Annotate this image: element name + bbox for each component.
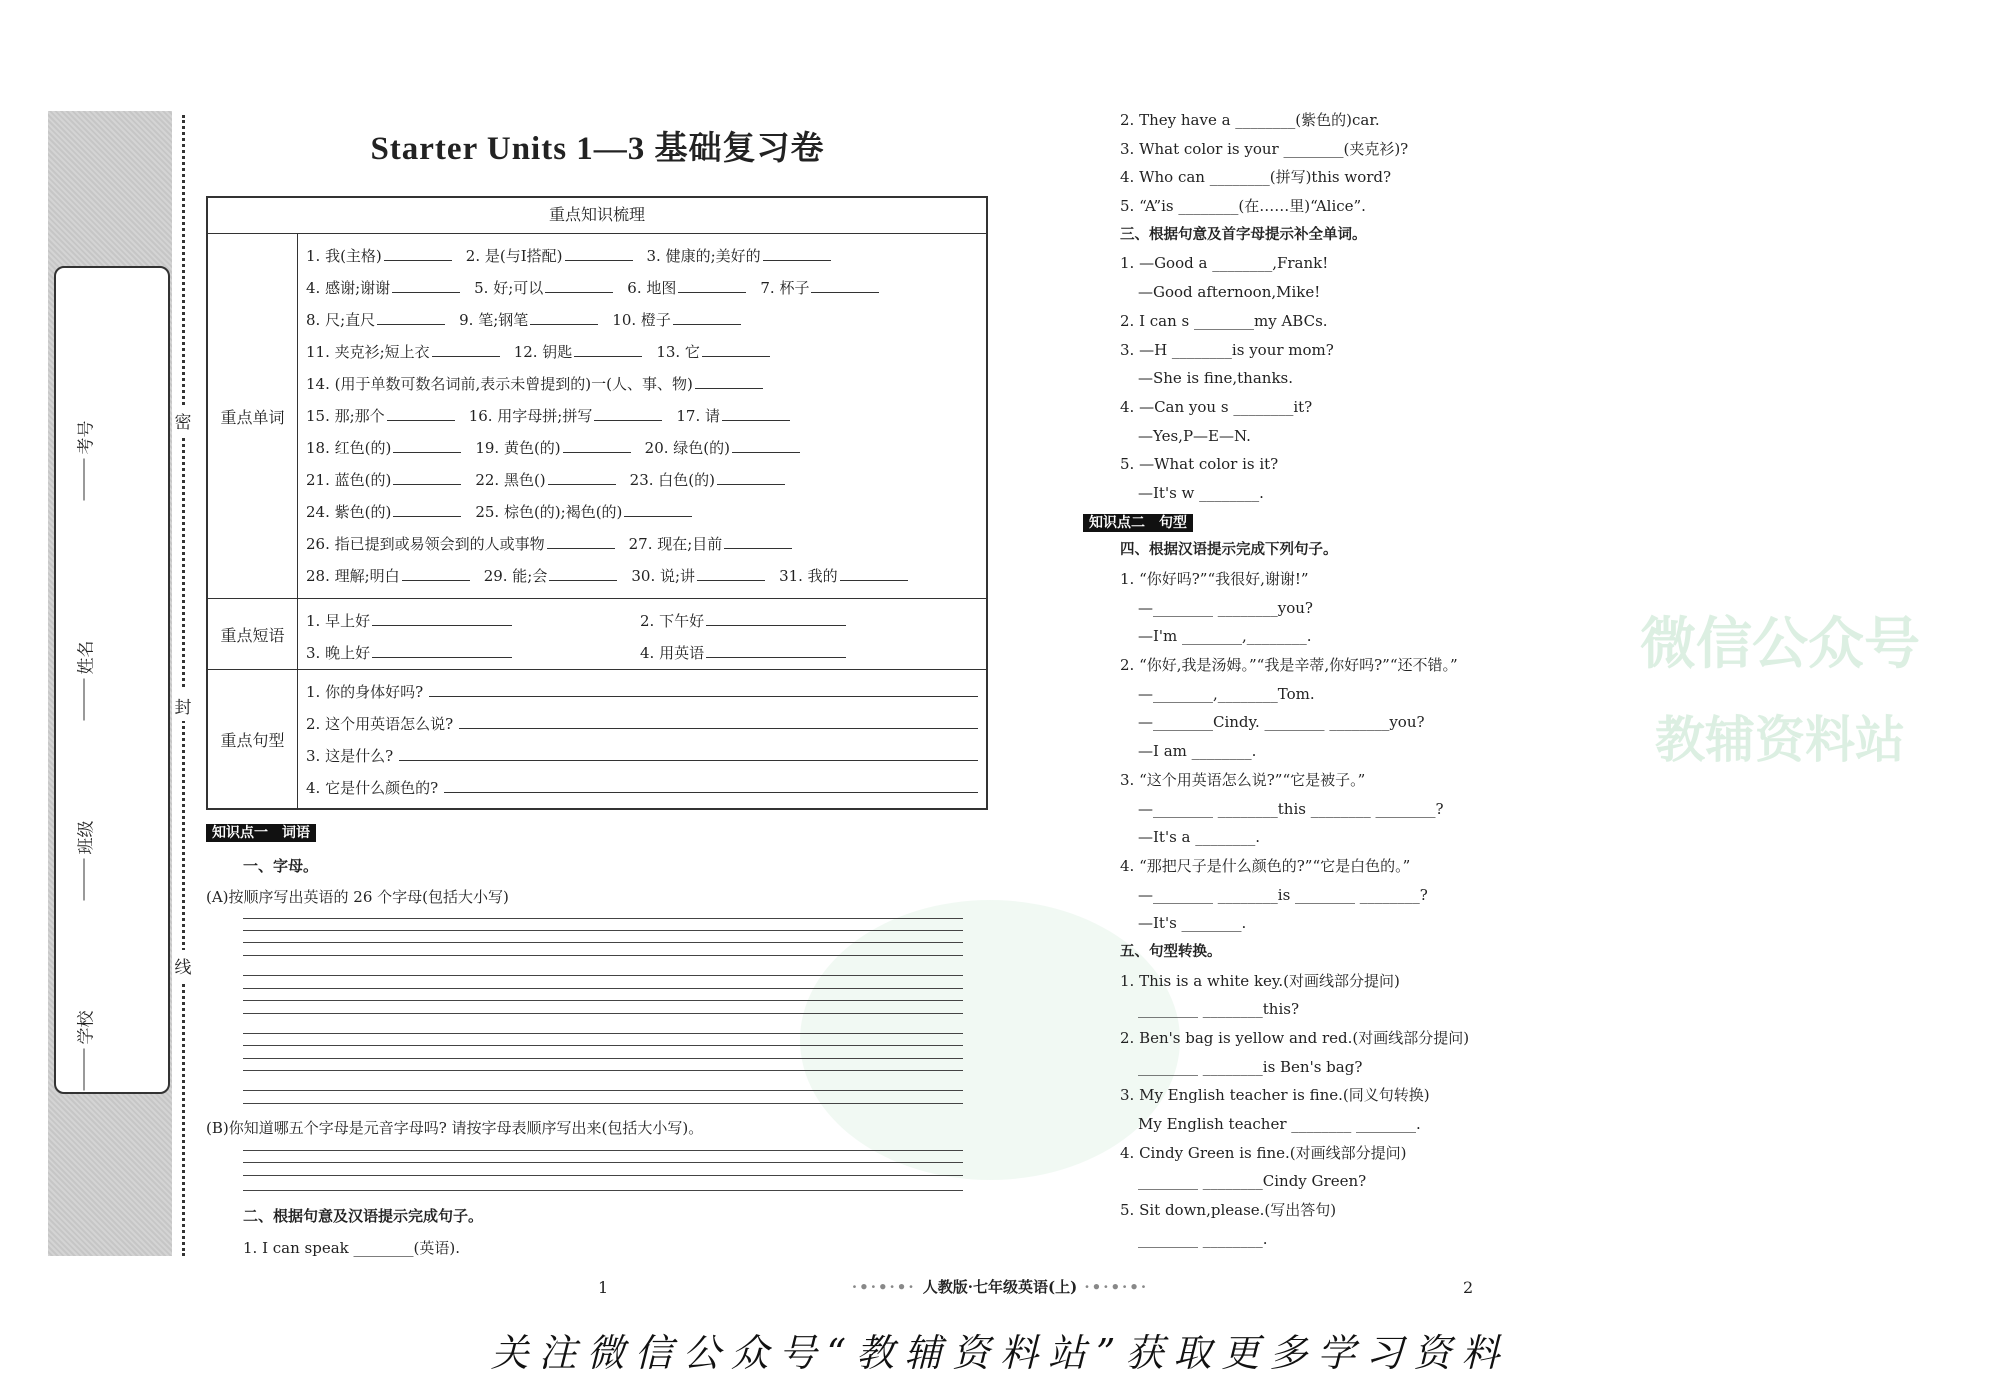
word-line — [306, 304, 986, 336]
question-line — [1083, 1081, 1643, 1110]
word-prompt: 1. 我(主格) — [306, 247, 382, 265]
phrase-item — [306, 637, 626, 669]
question-line — [1083, 192, 1643, 221]
phrases-row — [208, 599, 986, 670]
seal-mark-1: 密 — [173, 405, 193, 436]
question-line — [1083, 163, 1643, 192]
line-text: 4. Who can ________(拼写)this word? — [1120, 168, 1392, 187]
sentence-prompt: 1. 你的身体好吗? — [306, 683, 424, 701]
word-prompt: 19. 黄色(的) — [475, 439, 561, 457]
answer-blank[interactable] — [548, 484, 616, 485]
writing-line[interactable] — [243, 975, 963, 976]
word-item — [484, 560, 618, 592]
question-line — [1083, 651, 1643, 680]
answer-blank[interactable] — [717, 484, 785, 485]
word-item — [306, 464, 461, 496]
word-prompt: 10. 橙子 — [612, 311, 671, 329]
writing-line[interactable] — [243, 988, 963, 989]
word-item — [475, 464, 615, 496]
line-text: 三、根据句意及首字母提示补全单词。 — [1120, 226, 1367, 243]
page-number-right: 2 — [1463, 1278, 1474, 1297]
word-item — [630, 464, 785, 496]
writing-line[interactable] — [243, 1162, 963, 1163]
word-line — [306, 528, 986, 560]
answer-blank[interactable] — [732, 452, 800, 453]
table-header: 重点知识梳理 — [208, 198, 986, 234]
line-text: My English teacher ________ ________. — [1138, 1115, 1421, 1134]
word-item — [466, 240, 633, 272]
answer-blank[interactable] — [384, 260, 452, 261]
word-item — [306, 496, 461, 528]
question-line — [1083, 823, 1643, 852]
line-text: 五、句型转换。 — [1120, 943, 1222, 960]
exam-number-label: 考号 — [76, 420, 97, 455]
answer-blank[interactable] — [722, 420, 790, 421]
section-tag-words: 知识点一 词语 — [206, 824, 316, 842]
word-prompt: 17. 请 — [676, 407, 720, 425]
question-line — [1083, 995, 1643, 1024]
question-line — [1083, 450, 1643, 479]
word-item — [306, 240, 452, 272]
word-prompt: 18. 红色(的) — [306, 439, 392, 457]
answer-blank[interactable] — [392, 292, 460, 293]
word-prompt: 26. 指已提到或易领会到的人或事物 — [306, 535, 545, 553]
answer-blank[interactable] — [547, 548, 615, 549]
line-text: 2. They have a ________(紫色的)car. — [1120, 111, 1380, 129]
answer-blank[interactable] — [594, 420, 662, 421]
answer-blank[interactable] — [811, 292, 879, 293]
footer-text: 人教版·七年级英语(上) — [922, 1278, 1078, 1296]
word-prompt: 12. 钥匙 — [513, 343, 573, 361]
question-1: 1. I can speak ________(英语). — [243, 1239, 460, 1257]
word-item — [631, 560, 765, 592]
line-text: —________ ________is ________ ________? — [1138, 885, 1428, 904]
word-item — [306, 368, 763, 400]
word-item — [656, 336, 770, 368]
sentence-line — [306, 676, 986, 708]
line-text: 3. What color is your ________(夹克衫)? — [1120, 139, 1409, 158]
question-line — [1083, 479, 1643, 508]
word-item — [645, 432, 800, 464]
sentence-line — [306, 708, 986, 740]
line-text: —It's ________. — [1138, 914, 1247, 933]
line-text: ________ ________. — [1138, 1229, 1268, 1248]
line-text: 1. “你好吗?”“我很好,谢谢!” — [1120, 570, 1309, 588]
page-title: Starter Units 1—3 基础复习卷 — [370, 131, 825, 167]
phrase-line — [306, 605, 986, 637]
word-item — [306, 528, 615, 560]
word-item — [474, 272, 613, 304]
question-line — [1083, 364, 1643, 393]
line-text: —________Cindy. ________ ________you? — [1138, 713, 1425, 732]
seal-mark-3: 线 — [173, 950, 193, 981]
line-text: 5. —What color is it? — [1120, 455, 1279, 474]
sentence-prompt: 4. 它是什么颜色的? — [306, 779, 439, 797]
sentences-list — [298, 670, 986, 808]
word-item — [475, 496, 692, 528]
question-line — [1083, 135, 1643, 164]
sentence-prompt: 3. 这是什么? — [306, 747, 394, 765]
question-line — [1083, 565, 1643, 594]
line-text: —________,________Tom. — [1138, 684, 1315, 703]
answer-blank[interactable] — [563, 452, 631, 453]
word-prompt: 11. 夹克衫;短上衣 — [306, 343, 430, 361]
question-line — [1083, 680, 1643, 709]
word-line — [306, 400, 986, 432]
sentences-label: 重点句型 — [208, 670, 298, 808]
answer-blank[interactable] — [402, 580, 470, 581]
class-field[interactable] — [72, 821, 97, 901]
word-item — [627, 272, 746, 304]
line-text: 1. This is a white key.(对画线部分提问) — [1120, 971, 1400, 990]
word-line — [306, 464, 986, 496]
word-prompt: 25. 棕色(的);褐色(的) — [475, 503, 623, 521]
question-line — [1083, 737, 1643, 766]
word-prompt: 3. 健康的;美好的 — [646, 247, 761, 265]
class-label: 班级 — [76, 820, 97, 855]
line-text: —Yes,P—E—N. — [1138, 426, 1251, 445]
words-list — [298, 234, 986, 598]
answer-blank[interactable] — [393, 452, 461, 453]
section-heading — [1083, 221, 1643, 250]
word-prompt: 24. 紫色(的) — [306, 503, 392, 521]
exam-number-field[interactable] — [72, 421, 97, 501]
answer-blank[interactable] — [724, 548, 792, 549]
question-line — [1083, 795, 1643, 824]
answer-blank[interactable] — [706, 625, 846, 626]
word-line — [306, 432, 986, 464]
phrase-item — [640, 605, 960, 637]
sentences-row — [208, 670, 986, 808]
line-text: —________ ________you? — [1138, 598, 1313, 617]
question-line — [1083, 1167, 1643, 1196]
writing-line[interactable] — [243, 930, 963, 931]
page-number-left: 1 — [598, 1278, 609, 1297]
answer-blank[interactable] — [372, 657, 512, 658]
word-item — [475, 432, 630, 464]
word-line — [306, 560, 986, 592]
footer-edition — [830, 1276, 1170, 1297]
word-prompt: 21. 蓝色(的) — [306, 471, 392, 489]
part-b-instruction: (B)你知道哪五个字母是元音字母吗? 请按字母表顺序写出来(包括大小写)。 — [206, 1119, 704, 1137]
word-prompt: 20. 绿色(的) — [644, 439, 730, 457]
answer-blank[interactable] — [702, 356, 770, 357]
answer-blank[interactable] — [763, 260, 831, 261]
words-label: 重点单词 — [208, 234, 298, 598]
word-item — [459, 304, 598, 336]
answer-line[interactable] — [399, 743, 978, 761]
word-line — [306, 240, 986, 272]
line-text: —It's a ________. — [1138, 828, 1261, 847]
word-prompt: 22. 黑色() — [475, 471, 546, 489]
word-item — [760, 272, 879, 304]
dots-decoration: ·•·•·•· — [851, 1278, 923, 1296]
word-item — [306, 304, 445, 336]
writing-line[interactable] — [243, 1175, 963, 1176]
writing-line[interactable] — [243, 1058, 963, 1059]
answer-blank[interactable] — [530, 324, 598, 325]
question-line — [1083, 967, 1643, 996]
answer-blank[interactable] — [565, 260, 633, 261]
word-prompt: 31. 我的 — [779, 567, 838, 585]
question-line — [1083, 278, 1643, 307]
seal-dotted-line — [182, 115, 185, 1256]
line-text: —I am ________. — [1138, 742, 1257, 761]
section-letters: 一、字母。 — [243, 857, 319, 875]
writing-line[interactable] — [243, 942, 963, 943]
question-line — [1083, 766, 1643, 795]
word-line — [306, 496, 986, 528]
question-line — [1083, 249, 1643, 278]
word-prompt: 23. 白色(的) — [629, 471, 715, 489]
word-item — [779, 560, 908, 592]
question-line — [1083, 1110, 1643, 1139]
answer-blank[interactable] — [545, 292, 613, 293]
section-tag-sentences — [1083, 508, 1643, 537]
word-prompt: 16. 用字母拼;拼写 — [468, 407, 593, 425]
word-prompt: 2. 是(与I搭配) — [465, 247, 563, 265]
word-item — [676, 400, 790, 432]
student-info-box — [54, 266, 170, 1094]
word-prompt: 6. 地图 — [627, 279, 677, 297]
handwritten-note: 关注微信公众号“教辅资料站”获取更多学习资料 — [490, 1331, 1510, 1375]
answer-line[interactable] — [459, 711, 978, 729]
writing-line[interactable] — [243, 1000, 963, 1001]
phrase-prompt: 3. 晚上好 — [306, 644, 371, 662]
phrase-item — [306, 605, 626, 637]
sentence-line — [306, 740, 986, 772]
word-item — [469, 400, 663, 432]
answer-blank[interactable] — [372, 625, 512, 626]
question-line — [1083, 1139, 1643, 1168]
word-prompt: 4. 感谢;谢谢 — [306, 279, 391, 297]
question-line — [1083, 1053, 1643, 1082]
answer-blank[interactable] — [549, 580, 617, 581]
word-prompt: 29. 能;会 — [483, 567, 548, 585]
word-item — [514, 336, 643, 368]
answer-blank[interactable] — [840, 580, 908, 581]
word-line — [306, 336, 986, 368]
phrase-prompt: 1. 早上好 — [306, 612, 371, 630]
watermark-text-1: 微信公众号 — [1640, 612, 1920, 677]
phrase-item — [640, 637, 960, 669]
phrases-label: 重点短语 — [208, 599, 298, 669]
line-text: 四、根据汉语提示完成下列句子。 — [1120, 542, 1338, 559]
answer-blank[interactable] — [624, 516, 692, 517]
line-text: ________ ________is Ben's bag? — [1138, 1057, 1363, 1076]
writing-line[interactable] — [243, 1190, 963, 1191]
question-line — [1083, 1225, 1643, 1254]
answer-blank[interactable] — [706, 657, 846, 658]
word-item — [306, 336, 500, 368]
phrases-list — [298, 599, 986, 669]
line-text: ________ ________this? — [1138, 1000, 1299, 1019]
words-row — [208, 234, 986, 599]
question-line — [1083, 393, 1643, 422]
line-text: 2. “你好,我是汤姆。”“我是辛蒂,你好吗?”“还不错。” — [1120, 656, 1458, 675]
writing-line[interactable] — [243, 1150, 963, 1151]
watermark-text-2: 教辅资料站 — [1655, 711, 1905, 769]
answer-line[interactable] — [444, 775, 978, 793]
answer-blank[interactable] — [377, 324, 445, 325]
word-prompt: 28. 理解;明白 — [306, 567, 400, 585]
answer-blank[interactable] — [432, 356, 500, 357]
answer-blank[interactable] — [574, 356, 642, 357]
word-item — [612, 304, 741, 336]
word-item — [306, 272, 460, 304]
writing-line[interactable] — [243, 1090, 963, 1091]
word-prompt: 30. 说;讲 — [631, 567, 696, 585]
line-text: 3. “这个用英语怎么说?”“它是被子。” — [1120, 770, 1366, 789]
question-line — [1083, 336, 1643, 365]
question-line — [1083, 422, 1643, 451]
question-line — [1083, 708, 1643, 737]
writing-line[interactable] — [243, 918, 963, 919]
word-line — [306, 272, 986, 304]
answer-blank[interactable] — [387, 420, 455, 421]
question-line — [1083, 307, 1643, 336]
phrase-prompt: 4. 用英语 — [640, 644, 705, 662]
word-prompt: 9. 笔;钢笔 — [459, 311, 529, 329]
question-line — [1083, 881, 1643, 910]
line-text: 5. “A”is ________(在……里)“Alice”. — [1120, 197, 1366, 216]
line-text: 4. —Can you s ________it? — [1120, 397, 1313, 416]
line-text: 2. I can s ________my ABCs. — [1120, 311, 1328, 330]
question-line — [1083, 594, 1643, 623]
answer-blank[interactable] — [695, 388, 763, 389]
question-line — [1083, 622, 1643, 651]
seal-mark-2: 封 — [173, 690, 193, 721]
writing-line[interactable] — [243, 1033, 963, 1034]
answer-line[interactable] — [429, 679, 978, 697]
phrase-line — [306, 637, 986, 669]
word-item — [306, 432, 461, 464]
line-text: ________ ________Cindy Green? — [1138, 1172, 1367, 1191]
question-line — [1083, 106, 1643, 135]
dots-decoration: ·•·•·•· — [1077, 1278, 1149, 1296]
right-page-questions — [1083, 106, 1643, 1254]
sentence-line — [306, 772, 986, 804]
sentence-prompt: 2. 这个用英语怎么说? — [306, 715, 454, 733]
school-field[interactable] — [72, 1011, 97, 1091]
word-prompt: 14. (用于单数可数名词前,表示未曾提到的)一(人、事、物) — [306, 375, 693, 393]
line-text: 3. My English teacher is fine.(同义句转换) — [1120, 1086, 1430, 1105]
word-item — [306, 400, 455, 432]
line-text: 2. Ben's bag is yellow and red.(对画线部分提问) — [1120, 1029, 1470, 1047]
word-prompt: 27. 现在;目前 — [628, 535, 723, 553]
question-line — [1083, 1024, 1643, 1053]
word-prompt: 5. 好;可以 — [474, 279, 544, 297]
answer-blank[interactable] — [393, 484, 461, 485]
question-line — [1083, 1196, 1643, 1225]
name-field[interactable] — [72, 641, 97, 721]
section-complete-sentences: 二、根据句意及汉语提示完成句子。 — [243, 1207, 484, 1225]
word-line — [306, 368, 986, 400]
line-text: —Good afternoon,Mike! — [1138, 283, 1321, 302]
name-label: 姓名 — [76, 640, 97, 675]
writing-line[interactable] — [243, 1013, 963, 1014]
line-text: 3. —H ________is your mom? — [1120, 340, 1334, 359]
word-item — [629, 528, 793, 560]
line-text: 1. —Good a ________,Frank! — [1120, 254, 1329, 273]
line-text: —________ ________this ________ ________? — [1138, 799, 1444, 818]
line-text: 4. “那把尺子是什么颜色的?”“它是白色的。” — [1120, 856, 1411, 875]
question-line — [1083, 852, 1643, 881]
word-prompt: 8. 尺;直尺 — [306, 311, 376, 329]
line-text: —It's w ________. — [1138, 483, 1264, 502]
answer-blank[interactable] — [393, 516, 461, 517]
answer-blank[interactable] — [673, 324, 741, 325]
section-heading — [1083, 938, 1643, 967]
line-text: 4. Cindy Green is fine.(对画线部分提问) — [1120, 1143, 1407, 1162]
line-text: —She is fine,thanks. — [1138, 369, 1294, 388]
writing-line[interactable] — [243, 1045, 963, 1046]
answer-blank[interactable] — [697, 580, 765, 581]
phrase-prompt: 2. 下午好 — [640, 612, 705, 630]
answer-blank[interactable] — [678, 292, 746, 293]
school-label: 学校 — [76, 1010, 97, 1045]
part-a-instruction: (A)按顺序写出英语的 26 个字母(包括大小写) — [206, 888, 509, 906]
writing-line[interactable] — [243, 955, 963, 956]
word-prompt: 7. 杯子 — [760, 279, 810, 297]
question-line — [1083, 909, 1643, 938]
writing-line[interactable] — [243, 1070, 963, 1071]
section-heading — [1083, 536, 1643, 565]
word-item — [647, 240, 831, 272]
line-text: 5. Sit down,please.(写出答句) — [1120, 1201, 1337, 1220]
line-text: —I'm ________,________. — [1138, 627, 1312, 646]
word-prompt: 13. 它 — [656, 343, 700, 361]
word-prompt: 15. 那;那个 — [306, 407, 385, 425]
tag-text: 知识点二 句型 — [1083, 514, 1193, 532]
word-item — [306, 560, 470, 592]
writing-line[interactable] — [243, 1103, 963, 1104]
knowledge-table — [206, 196, 988, 810]
